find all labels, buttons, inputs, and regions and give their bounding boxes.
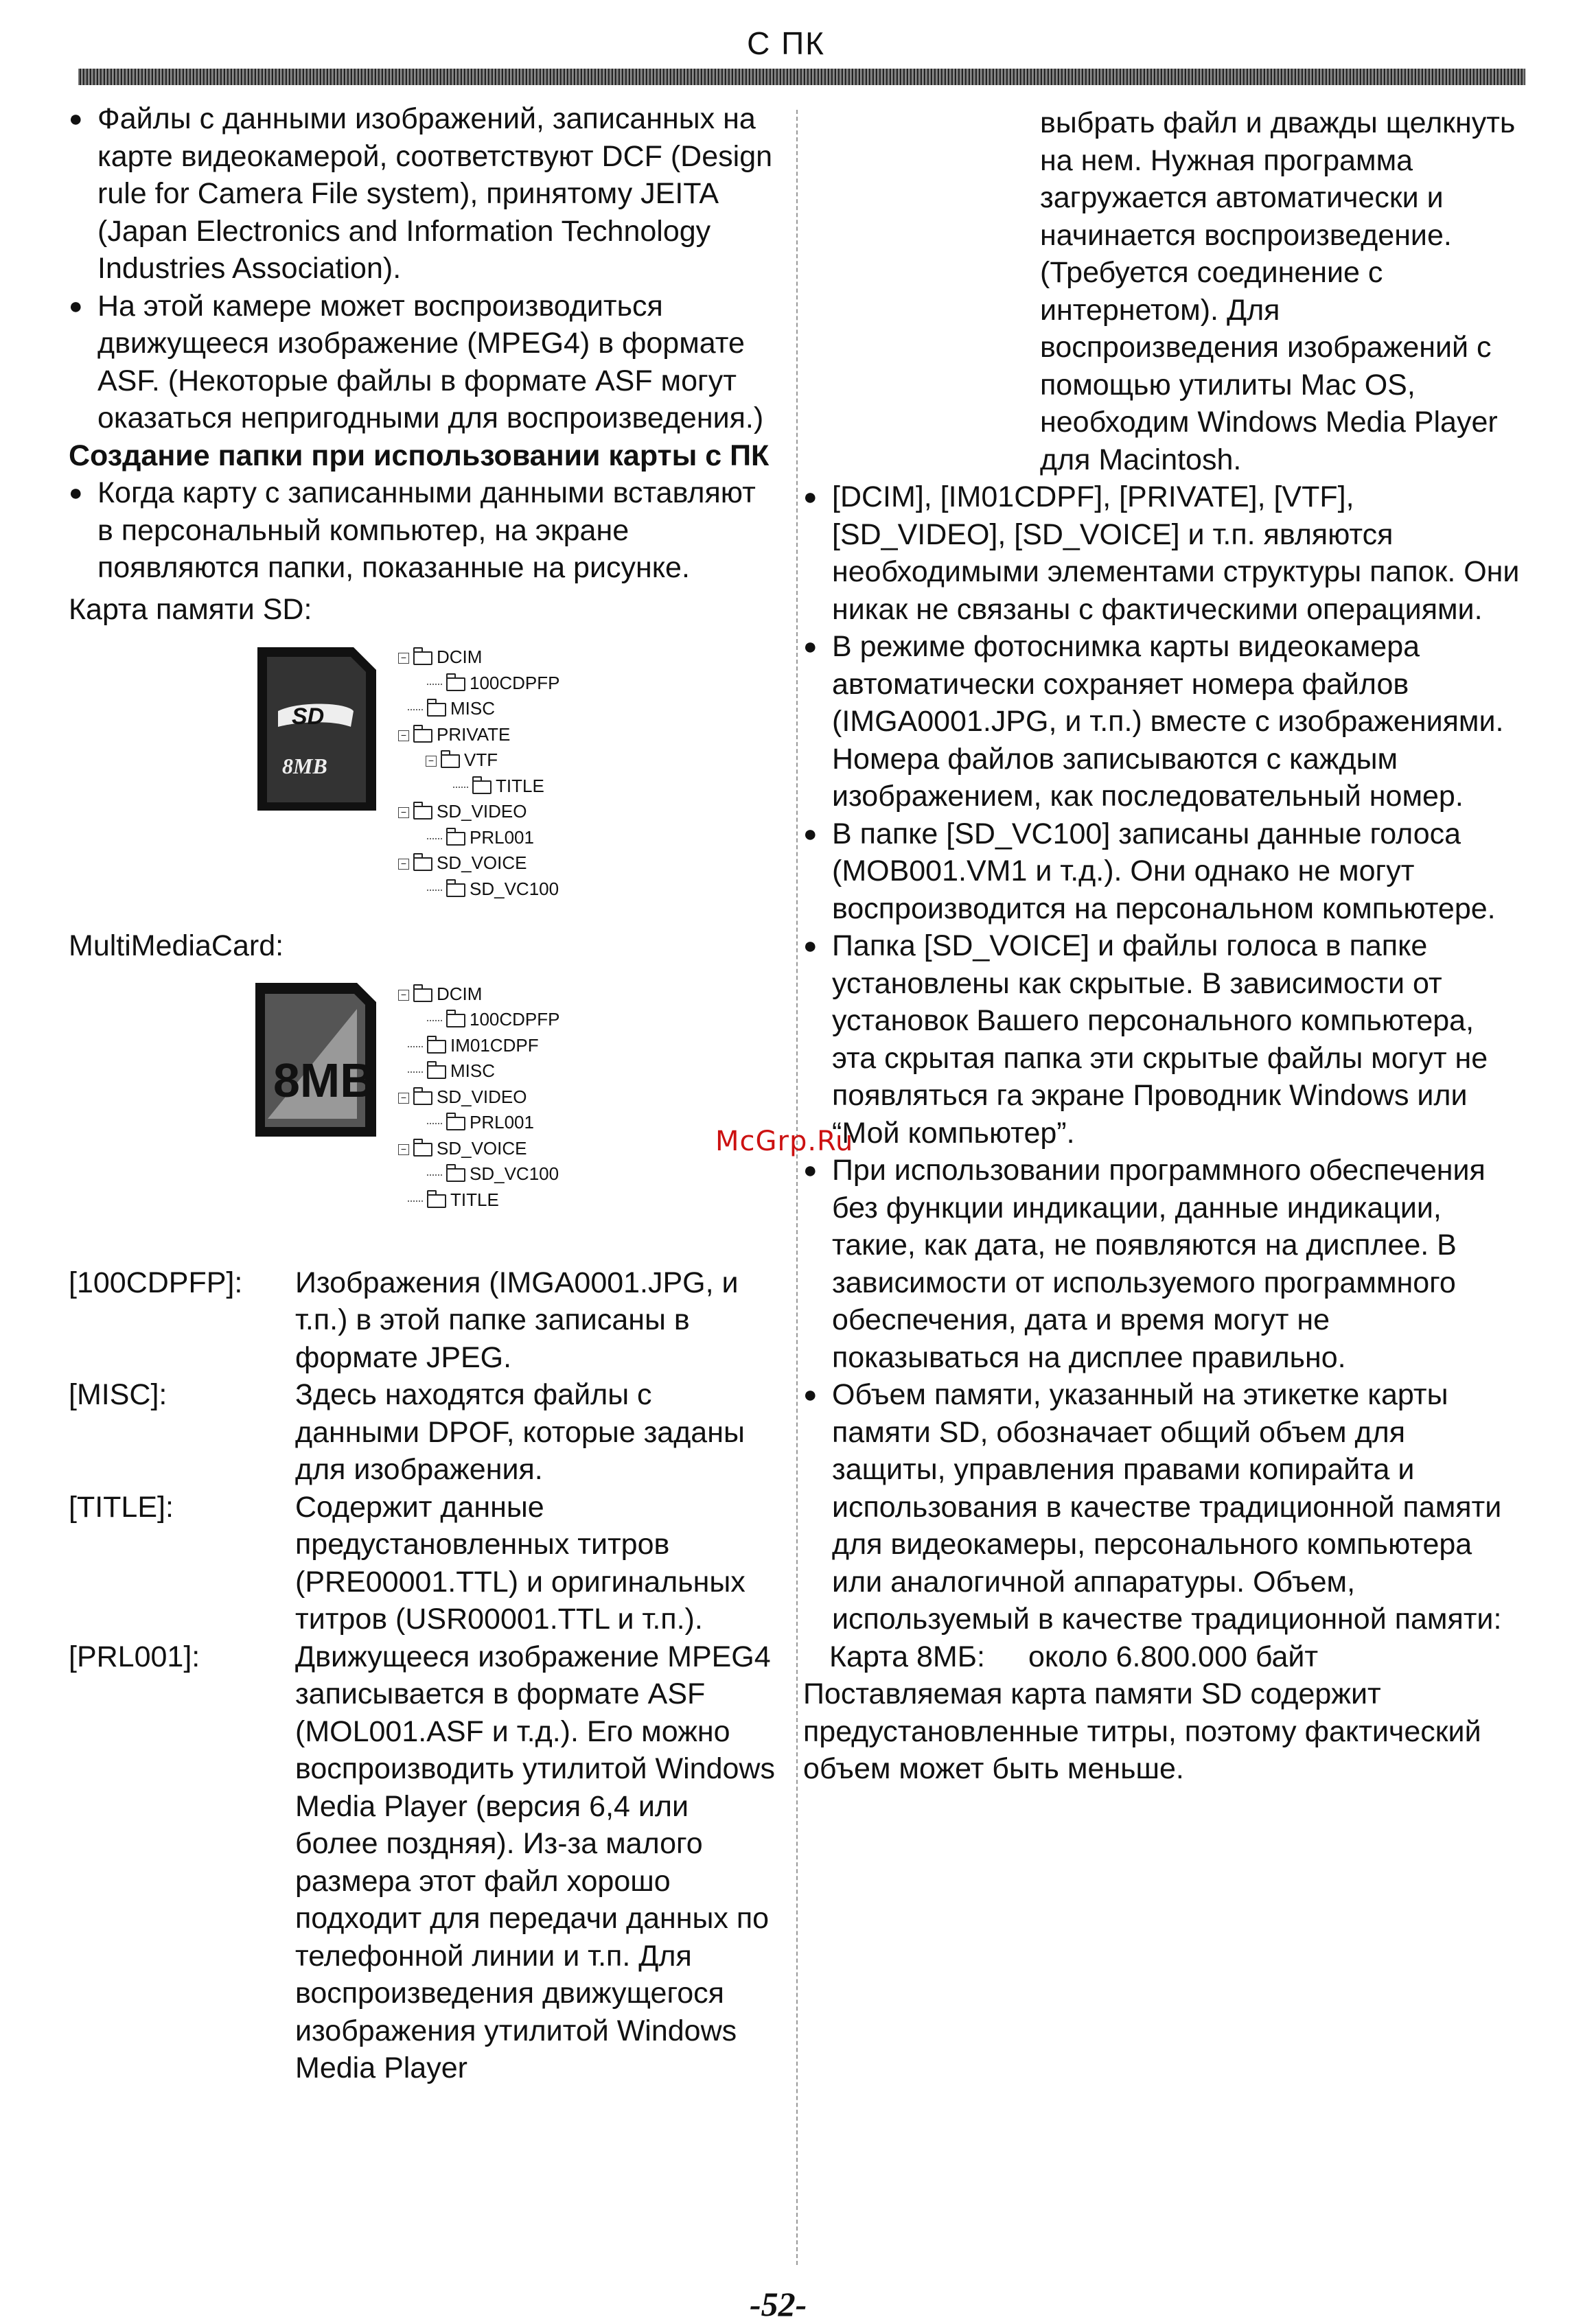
folder-icon xyxy=(446,883,465,897)
list-item xyxy=(803,478,1521,628)
definition-term: [100CDPFP]: xyxy=(69,1266,243,1299)
list-item xyxy=(803,628,1521,815)
tree-item: − DCIM xyxy=(398,644,560,671)
folder-icon xyxy=(446,1014,465,1027)
folder-icon xyxy=(446,677,465,691)
bullet-text: В режиме фотоснимка карты видеокамера автоматически сохраняет номера файлов (IMGA0001.JPG, и т.п.) вместе с изображениями. Номера файлов записываются с каждым изображением, как последовательный номер. xyxy=(832,630,1504,813)
tree-item: − VTF xyxy=(398,747,560,774)
tree-item: PRL001 xyxy=(398,1110,560,1136)
bullet-text: Объем памяти, указанный на этикетке карты памяти SD, обозначает общий объем для защиты, управления правами копирайта и использования в качестве традиционной памяти для видеокамеры, персонального компьютера или аналогичной аппаратуры. Объем, используемый в качестве традиционной памяти: xyxy=(832,1378,1502,1636)
bullet-text: [DCIM], [IM01CDPF], [PRIVATE], [VTF], [SD_VIDEO], [SD_VOICE] и т.п. являются необходимыми элементами структуры папок. Они никак не связаны с фактическими операциями. xyxy=(832,480,1520,626)
definition-item xyxy=(69,1489,776,1638)
definition-desc: Изображения (IMGA0001.JPG, и т.п.) в этой папке записаны в формате JPEG. xyxy=(295,1266,739,1374)
tree-item: − DCIM xyxy=(398,981,560,1008)
list-item xyxy=(803,1376,1521,1638)
header-rule xyxy=(78,69,1525,85)
tree-item: − PRIVATE xyxy=(398,722,560,748)
bullet-text: Когда карту с записанными данными вставляют в персональный компьютер, на экране появляются папки, показанные на рисунке. xyxy=(97,476,756,584)
right-column xyxy=(803,104,1521,1788)
sd-card-image xyxy=(251,646,378,814)
sd-card-label: 8MB xyxy=(282,754,327,778)
list-item xyxy=(803,1152,1521,1376)
definition-desc: Движущееся изображение MPEG4 записывается в формате ASF (MOL001.ASF и т.д.). Его можно воспроизводить утилитой Windows Media Player (версия 6,4 или более поздняя). Из-за малого размера этот файл хорошо подходит для передачи данных по телефонной линии и т.п. Для воспроизведения движущегося изображения утилитой Windows Media Player xyxy=(295,1640,775,2084)
sd-caption: Карта памяти SD: xyxy=(69,592,312,626)
list-item xyxy=(803,927,1521,1152)
folder-icon xyxy=(413,1143,432,1157)
tree-item: IM01CDPF xyxy=(398,1033,560,1059)
tree-item: TITLE xyxy=(398,1187,560,1213)
tree-item: − SD_VIDEO xyxy=(398,799,560,825)
bullet-icon: ● xyxy=(69,480,83,506)
bullet-text: При использовании программного обеспечения без функции индикации, данные индикации, такие, как дата, не появляются на дисплее. В зависимости от используемого программного обеспечения, дата и время могут не показываться на дисплее правильно. xyxy=(832,1154,1486,1374)
definition-desc: Здесь находятся файлы с данными DPOF, которые заданы для изображения. xyxy=(295,1378,745,1486)
folder-icon xyxy=(413,988,432,1002)
bullet-text: Папка [SD_VOICE] и файлы голоса в папке установлены как скрытые. В зависимости от установок Вашего персонального компьютера, эта скрытая папка эти скрытые файлы могут не появляться га экране Проводник Windows или “Мой компьютер”. xyxy=(832,929,1488,1150)
folder-icon xyxy=(441,754,460,768)
page-header: С ПК xyxy=(747,25,825,61)
folder-icon xyxy=(427,703,446,717)
tree-item: − SD_VOICE xyxy=(398,850,560,876)
bullet-icon: ● xyxy=(803,1157,818,1183)
sd-folder-tree xyxy=(398,644,560,902)
tree-item: MISC xyxy=(398,696,560,722)
list-item xyxy=(69,100,776,288)
capacity-row xyxy=(829,1638,1521,1676)
bullet-text: В папке [SD_VC100] записаны данные голоса (MOB001.VM1 и т.д.). Они однако не могут воспроизводится на персональном компьютере. xyxy=(832,817,1496,925)
page-number: -52- xyxy=(750,2285,807,2323)
folder-icon xyxy=(413,857,432,871)
continuation-text: выбрать файл и дважды щелкнуть на нем. Нужная программа загружается автоматически и начинается воспроизведение. (Требуется соединение с интернетом). Для воспроизведения изображений с помощью утилиты Mac OS, необходим Windows Media Player для Macintosh. xyxy=(1040,106,1516,476)
definition-term: [MISC]: xyxy=(69,1378,167,1411)
tree-item: − SD_VOICE xyxy=(398,1136,560,1162)
definition-item xyxy=(69,1638,776,2087)
bullet-icon: ● xyxy=(803,933,818,959)
tree-item: PRL001 xyxy=(398,825,560,851)
definition-term: [PRL001]: xyxy=(69,1640,200,1673)
bullet-icon: ● xyxy=(69,106,83,132)
watermark: McGrp.Ru xyxy=(715,1126,854,1157)
tree-item: TITLE xyxy=(398,774,560,800)
tree-item: 100CDPFP xyxy=(398,671,560,697)
capacity-value: около 6.800.000 байт xyxy=(1028,1640,1319,1673)
bullet-icon: ● xyxy=(803,820,818,847)
bullet-icon: ● xyxy=(69,292,83,319)
folder-icon xyxy=(446,1168,465,1182)
mmc-caption: MultiMediaCard: xyxy=(69,929,284,962)
section-heading: Создание папки при использовании карты с ПК xyxy=(69,439,770,472)
tree-item: MISC xyxy=(398,1058,560,1084)
folder-icon xyxy=(472,780,492,794)
left-column xyxy=(69,100,776,2087)
bullet-icon: ● xyxy=(803,634,818,660)
tree-item: SD_VC100 xyxy=(398,876,560,903)
bullet-icon: ● xyxy=(803,1382,818,1408)
definition-term: [TITLE]: xyxy=(69,1490,174,1524)
folder-icon xyxy=(427,1194,446,1208)
definition-desc: Содержит данные предустановленных титров (PRE00001.TTL) и оригинальных титров (USR00001.TTL и т.п.). xyxy=(295,1490,745,1636)
mmc-figure xyxy=(69,981,776,1256)
svg-text:SD: SD xyxy=(292,704,325,730)
folder-icon xyxy=(413,729,432,743)
list-item xyxy=(803,815,1521,928)
folder-icon xyxy=(413,1091,432,1105)
folder-icon xyxy=(446,832,465,846)
tree-item: − SD_VIDEO xyxy=(398,1084,560,1111)
folder-icon xyxy=(427,1065,446,1079)
folder-icon xyxy=(446,1117,465,1130)
list-item xyxy=(69,474,776,587)
tree-item: SD_VC100 xyxy=(398,1161,560,1187)
tree-item: 100CDPFP xyxy=(398,1007,560,1033)
bullet-icon: ● xyxy=(803,484,818,510)
mmc-card-label: 8MB xyxy=(273,1053,375,1107)
closing-text: Поставляемая карта памяти SD содержит предустановленные титры, поэтому фактический объем может быть меньше. xyxy=(803,1677,1481,1785)
mmc-card-image xyxy=(254,981,378,1139)
bullet-text: Файлы с данными изображений, записанных на карте видеокамерой, соответствуют DCF (Design rule for Camera File system), принятому JEITA (Japan Electronics and Information Technology Industries Association). xyxy=(97,102,773,285)
folder-icon xyxy=(427,1040,446,1054)
column-divider xyxy=(796,110,798,2265)
definition-item xyxy=(69,1376,776,1489)
capacity-key: Карта 8МБ: xyxy=(829,1640,985,1673)
definition-item xyxy=(69,1264,776,1377)
bullet-text: На этой камере может воспроизводиться движущееся изображение (MPEG4) в формате ASF. (Некоторые файлы в формате ASF могут оказаться непригодными для воспроизведения.) xyxy=(97,289,764,434)
list-item xyxy=(69,288,776,437)
sd-figure xyxy=(69,644,776,919)
folder-icon xyxy=(413,651,432,665)
folder-icon xyxy=(413,806,432,820)
mmc-folder-tree xyxy=(398,981,560,1213)
